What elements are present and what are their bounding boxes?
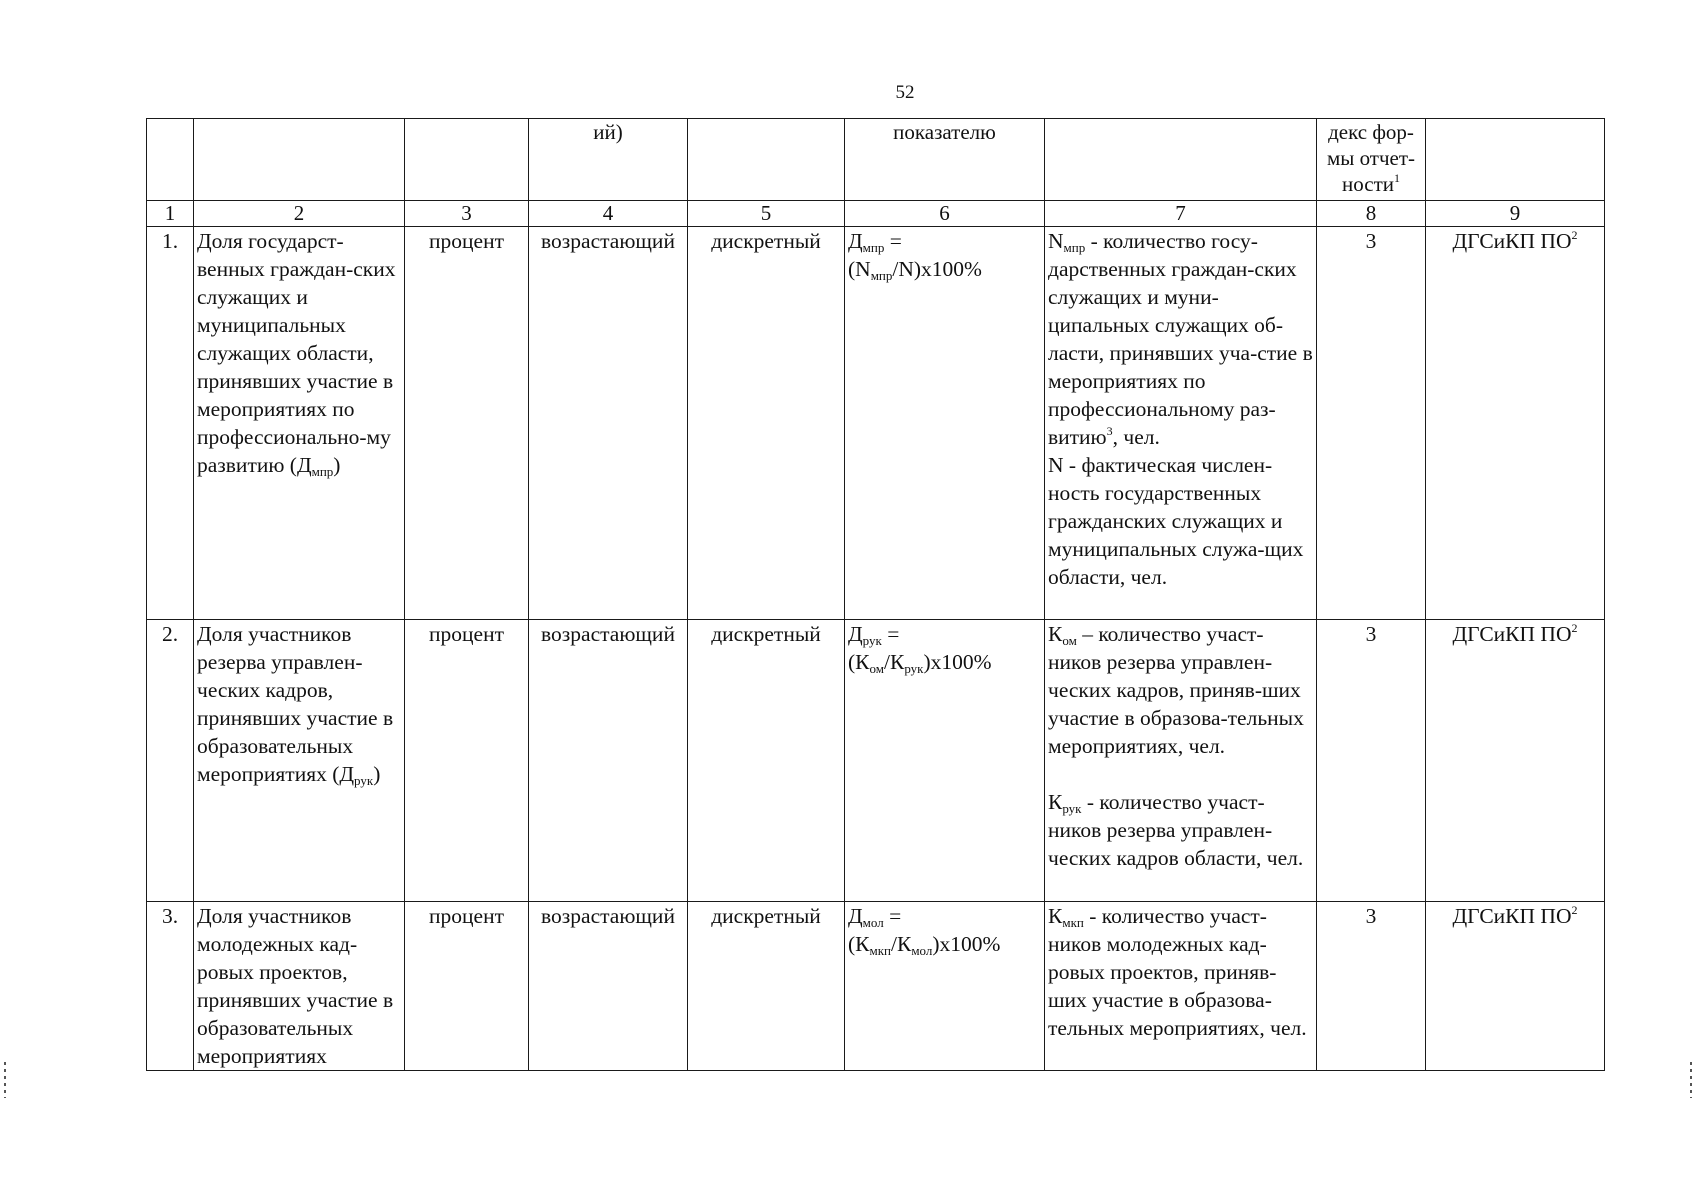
variable-description: $N_{мпр}$ - количество госу-дарственных граждан-ских служащих и муни-ципальных служащих об-ласти, принявших уча-стие в мероприятиях по профессиональному раз-витию$^3$, чел. [1048,229,1313,449]
header-cell-6: показателю [845,119,1045,201]
source-cell: ДГСиКП $ПО^2$ [1426,620,1605,902]
header-cell-4: ий) [529,119,688,201]
type-cell: дискретный [688,227,845,620]
variables-cell [1045,227,1317,620]
column-number: 8 [1317,201,1426,227]
source-cell: ДГСиКП $ПО^2$ [1426,902,1605,1071]
header-cell-5 [688,119,845,201]
formula-cell: $Д_{мол}$ = $(К_{мкп}/К_{мол})x100\%$ [845,902,1045,1071]
unit-cell: процент [405,620,529,902]
row-number: 3. [147,902,194,1071]
header-cell-2 [194,119,405,201]
header-cell-9 [1426,119,1605,201]
type-cell: дискретный [688,620,845,902]
formula-cell: $Д_{рук}$ = $(К_{ом}/К_{рук})x100\%$ [845,620,1045,902]
column-number: 2 [194,201,405,227]
type-cell: дискретный [688,902,845,1071]
variables-cell [1045,620,1317,902]
indicator-name: Доля участников молодежных кад-ровых проектов, принявших участие в образовательных мероприятиях [194,902,405,1071]
scan-edge-mark [1690,1062,1692,1098]
header-continuation-row [147,119,1605,201]
column-number: 5 [688,201,845,227]
unit-cell: процент [405,227,529,620]
trend-cell: возрастающий [529,227,688,620]
table-row [147,227,1605,620]
source-cell: ДГСиКП $ПО^2$ [1426,227,1605,620]
form-index-cell: 3 [1317,227,1426,620]
indicators-table [146,118,1605,1071]
variable-description: $К_{мкп}$ - количество участ-ников молодежных кад-ровых проектов, приняв-ших участие в образова-тельных мероприятиях, чел. [1045,902,1317,1071]
column-number: 1 [147,201,194,227]
header-cell-8: декс фор-мы отчет-ности$^1$ [1317,119,1426,201]
form-index-cell: 3 [1317,902,1426,1071]
form-index-cell: 3 [1317,620,1426,902]
page-number: 52 [895,82,915,103]
header-cell-1 [147,119,194,201]
variable-description: $К_{ом}$ – количество участ-ников резерва управлен-ческих кадров, приняв-ших участие в образова-тельных мероприятиях, чел. [1048,622,1304,758]
unit-cell: процент [405,902,529,1071]
header-cell-3 [405,119,529,201]
row-number: 1. [147,227,194,620]
indicator-name: Доля государст-венных граждан-ских служащих и муниципальных служащих области, принявших участие в мероприятиях по профессионально-му развитию $(Д_{мпр})$ [194,227,405,620]
column-number: 9 [1426,201,1605,227]
row-number: 2. [147,620,194,902]
scan-edge-mark [4,1062,6,1098]
column-number: 7 [1045,201,1317,227]
column-number: 3 [405,201,529,227]
variables-subtable [1045,620,1316,872]
trend-cell: возрастающий [529,902,688,1071]
indicator-name: Доля участников резерва управлен-ческих кадров, принявших участие в образовательных мероприятиях $(Д_{рук})$ [194,620,405,902]
header-cell-7 [1045,119,1317,201]
trend-cell: возрастающий [529,620,688,902]
column-number-row [147,201,1605,227]
formula-cell: $Д_{мпр}$ = $(N_{мпр}/N)x100\%$ [845,227,1045,620]
variable-description: N - фактическая числен-ность государственных гражданских служащих и муниципальных служа-щих области, чел. [1048,453,1304,589]
variable-description: $К_{рук}$ - количество участ-ников резерва управлен-ческих кадров области, чел. [1048,790,1304,870]
table-row [147,902,1605,1071]
column-number: 6 [845,201,1045,227]
variables-subtable [1045,227,1316,591]
table-row [147,620,1605,902]
column-number: 4 [529,201,688,227]
